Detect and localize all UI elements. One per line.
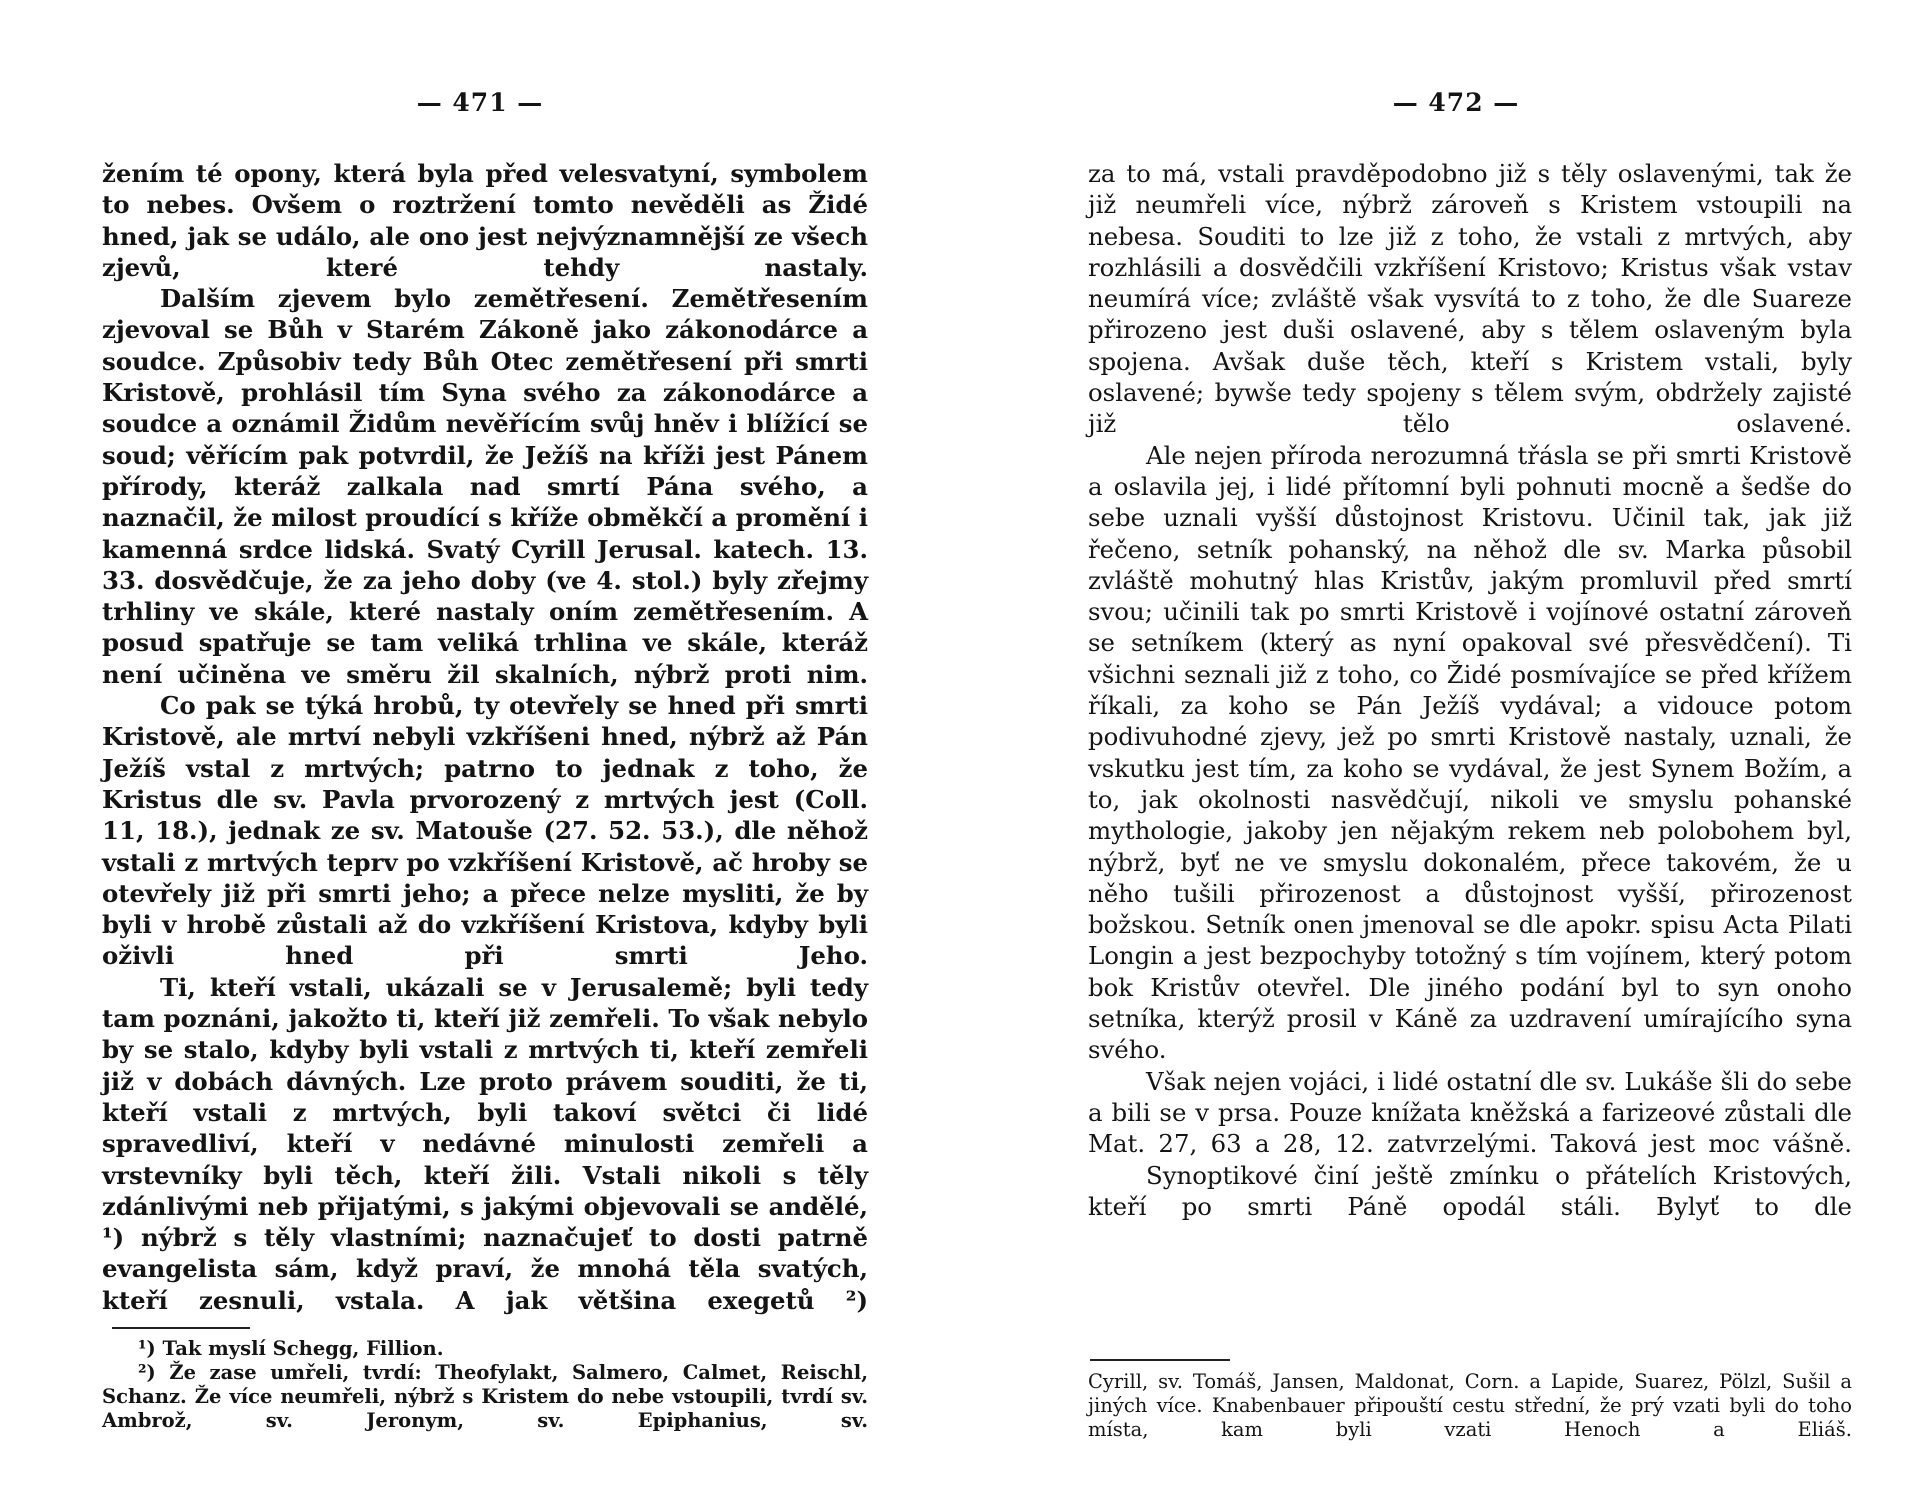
right-page bbox=[966, 0, 1932, 1500]
footnotes bbox=[102, 1337, 868, 1433]
page-body bbox=[1088, 158, 1852, 1222]
footnote-rule bbox=[112, 1327, 250, 1329]
page-number: — 471 — bbox=[416, 88, 544, 117]
footnote-rule bbox=[1090, 1359, 1230, 1361]
page-body bbox=[102, 158, 868, 1316]
paragraph: žením té opony, která byla před velesvatyní, symbolem to nebes. Ovšem o roztržení tomto nevěděli as Židé hned, jak se událo, ale ono jest nejvýznamnější ze všech zjevů, které tehdy nastaly. bbox=[102, 159, 868, 282]
paragraph: Dalším zjevem bylo zemětřesení. Zemětřesením zjevoval se Bůh v Starém Zákoně jako zákonodárce a soudce. Způsobiv tedy Bůh Otec zemětřesení při smrti Kristově, prohlásil tím Syna svého za zákonodárce a soudce a oznámil Židům nevěřícím svůj hněv i blížící se soud; věřícím pak potvrdil, že Ježíš na kříži jest Pánem přírody, kteráž zalkala nad smrtí Pána svého, a naznačil, že milost proudící s kříže obměkčí a promění i kamenná srdce lidská. Svatý Cyrill Jerusal. katech. 13. 33. dosvědčuje, že za jeho doby (ve 4. stol.) byly zřejmy trhliny ve skále, které nastaly oním zemětřesením. A posud spatřuje se tam veliká trhlina ve skále, kteráž není učiněna ve směru žil skalních, nýbrž proti nim. bbox=[102, 284, 868, 689]
footnote: ²) Že zase umřeli, tvrdí: Theofylakt, Salmero, Calmet, Reischl, Schanz. Že více neumřeli, nýbrž s Kristem do nebe vstoupili, tvrdí sv. Ambrož, sv. Jeronym, sv. Epiphanius, sv. bbox=[102, 1361, 868, 1432]
footnote: Cyrill, sv. Tomáš, Jansen, Maldonat, Corn. a Lapide, Suarez, Pölzl, Sušil a jiných více. Knabenbauer připouští cestu střední, že prý vzati byli do toho místa, kam byli vzati Henoch a Eliáš. bbox=[1088, 1370, 1852, 1441]
page-number: — 472 — bbox=[1392, 88, 1520, 117]
paragraph: Co pak se týká hrobů, ty otevřely se hned při smrti Kristově, ale mrtví nebyli vzkříšeni hned, nýbrž až Pán Ježíš vstal z mrtvých; patrno to jednak z toho, že Kristus dle sv. Pavla prvorozený z mrtvých jest (Coll. 11, 18.), jednak ze sv. Matouše (27. 52. 53.), dle něhož vstali z mrtvých teprv po vzkříšení Kristově, ač hroby se otevřely již při smrti jeho; a přece nelze mysliti, že by byli v hrobě zůstali až do vzkříšení Kristova, kdyby byli oživli hned při smrti Jeho. bbox=[102, 691, 868, 971]
paragraph: Synoptikové činí ještě zmínku o přátelích Kristových, kteří po smrti Páně opodál stáli. Bylyť to dle bbox=[1088, 1160, 1852, 1221]
footnotes bbox=[1088, 1370, 1852, 1442]
paragraph: Ale nejen příroda nerozumná třásla se při smrti Kristově a oslavila jej, i lidé přítomní byli pohnuti mocně a šedše do sebe uznali vyšší důstojnost Kristovu. Učinil tak, jak již řečeno, setník pohanský, na něhož dle sv. Marka působil zvláště mohutný hlas Kristův, jakým promluvil před smrtí svou; učinili tak po smrti Kristově i vojínové ostatní zároveň se setníkem (který as nyní opakoval své přesvědčení). Ti všichni seznali již z toho, co Židé posmívajíce se před křížem říkali, za koho se Pán Ježíš vydával; a vidouce potom podivuhodné zjevy, jež po smrti Kristově nastaly, uznali, že vskutku jest tím, za koho se vydával, že jest Synem Božím, a to, jak okolnosti nasvědčují, nikoli ve smyslu pohanské mythologie, jakoby jen nějakým rekem neb polobohem byl, nýbrž, byť ne ve smyslu dokonalém, přece takovém, že u něho tušili přirozenost a důstojnost vyšší, přirozenost božskou. Setník onen jmenoval se dle apokr. spisu Acta Pilati Longin a jest bezpochyby totožný s tím vojínem, který potom bok Kristův otevřel. Dle jiného podání byl to syn onoho setníka, kterýž prosil v Káně za uzdravení umírajícího syna svého. bbox=[1088, 440, 1852, 1065]
paragraph: za to má, vstali pravděpodobno již s těly oslavenými, tak že již neumřeli více, nýbrž zároveň s Kristem vstoupili na nebesa. Souditi to lze již z toho, že vstali z mrtvých, aby rozhlásili a dosvědčili vzkříšení Kristovo; Kristus však vstav neumírá více; zvláště však vysvítá to z toho, že dle Suareze přirozeno jest duši oslavené, aby s tělem oslaveným byla spojena. Avšak duše těch, kteří s Kristem vstali, byly oslavené; bywše tedy spojeny s tělem svým, obdržely zajisté již tělo oslavené. bbox=[1088, 159, 1852, 439]
footnote: ¹) Tak myslí Schegg, Fillion. bbox=[138, 1337, 444, 1360]
paragraph: Ti, kteří vstali, ukázali se v Jerusalemě; byli tedy tam poznáni, jakožto ti, kteří již zemřeli. To však nebylo by se stalo, kdyby byli vstali z mrtvých ti, kteří zemřeli již v dobách dávných. Lze proto právem souditi, že ti, kteří vstali z mrtvých, byli takoví světci či lidé spravedliví, kteří v nedávné minulosti zemřeli a vrstevníky byli těch, kteří žili. Vstali nikoli s těly zdánlivými neb přijatými, s jakými objevovali se andělé, ¹) nýbrž s těly vlastními; naznačujeť to dosti patrně evangelista sám, když praví, že mnohá těla svatých, kteří zesnuli, vstala. A jak většina exegetů ²) bbox=[102, 972, 868, 1315]
paragraph: Však nejen vojáci, i lidé ostatní dle sv. Lukáše šli do sebe a bili se v prsa. Pouze knížata kněžská a farizeové zůstali dle Mat. 27, 63 a 28, 12. zatvrzelými. Taková jest moc vášně. bbox=[1088, 1066, 1852, 1159]
